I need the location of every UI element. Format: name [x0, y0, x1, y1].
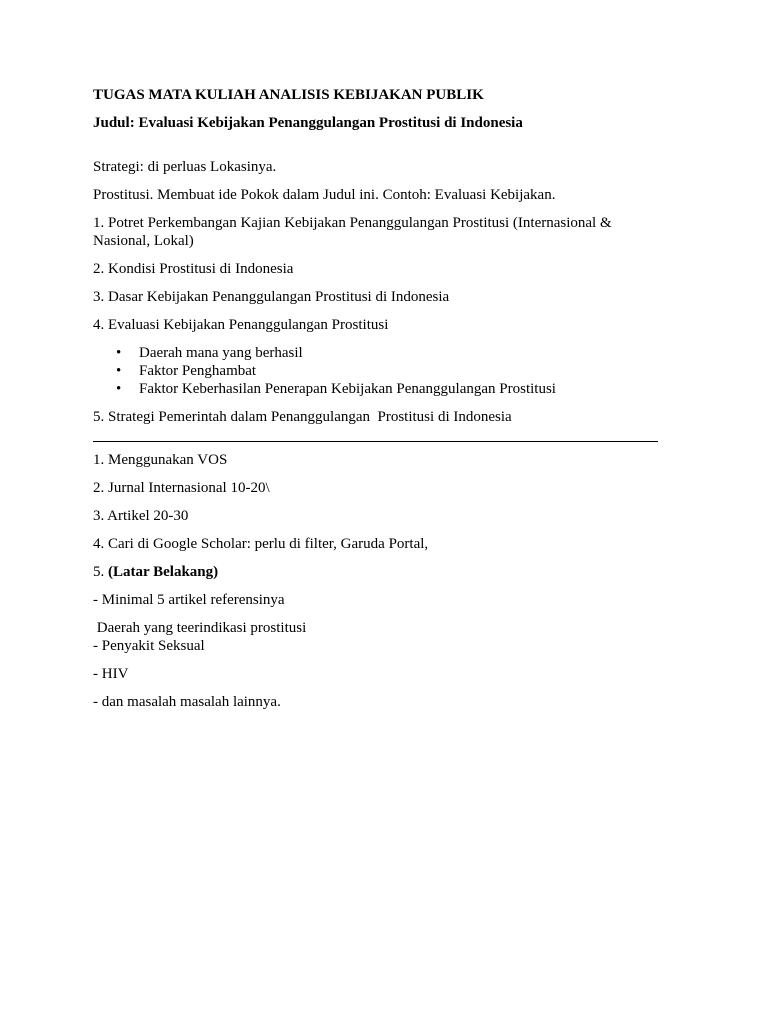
bullet-icon: • [116, 363, 122, 379]
daerah-line: Daerah yang teerindikasi prostitusi [93, 620, 307, 636]
document-title: TUGAS MATA KULIAH ANALISIS KEBIJAKAN PUBLIK [93, 87, 484, 103]
bullet-icon: • [116, 381, 122, 397]
outline-item-1: 1. Potret Perkembangan Kajian Kebijakan Penanggulangan Prostitusi (Internasional & Nasional, Lokal) [93, 215, 616, 249]
bullet-text: Faktor Keberhasilan Penerapan Kebijakan Penanggulangan Prostitusi [139, 381, 556, 397]
note-item-1: 1. Menggunakan VOS [93, 452, 228, 468]
bullet-item [93, 362, 668, 380]
outline-item-5: 5. Strategi Pemerintah dalam Penanggulangan Prostitusi di Indonesia [93, 409, 512, 425]
masalah-line: - dan masalah masalah lainnya. [93, 694, 281, 710]
bullet-item [93, 380, 668, 398]
bullet-item [93, 344, 668, 362]
latar-belakang-label: (Latar Belakang) [108, 564, 219, 580]
note-item-5 [93, 563, 668, 581]
minimal-artikel-line: - Minimal 5 artikel referensinya [93, 592, 285, 608]
penyakit-line: - Penyakit Seksual [93, 638, 205, 654]
note-item-2: 2. Jurnal Internasional 10-20\ [93, 480, 270, 496]
document-judul: Judul: Evaluasi Kebijakan Penanggulangan Prostitusi di Indonesia [93, 115, 523, 131]
note-item-3: 3. Artikel 20-30 [93, 508, 189, 524]
bullet-text: Daerah mana yang berhasil [139, 345, 303, 361]
horizontal-divider [93, 441, 658, 442]
outline-item-2: 2. Kondisi Prostitusi di Indonesia [93, 261, 294, 277]
hiv-line: - HIV [93, 666, 129, 682]
strategi-line: Strategi: di perluas Lokasinya. [93, 159, 277, 175]
note-item-4: 4. Cari di Google Scholar: perlu di filter, Garuda Portal, [93, 536, 429, 552]
bullet-text: Faktor Penghambat [139, 363, 257, 379]
note-item-5-prefix: 5. [93, 564, 108, 580]
bullet-icon: • [116, 345, 122, 361]
evaluation-bullet-list [93, 344, 668, 398]
document-page [93, 86, 668, 711]
outline-item-3: 3. Dasar Kebijakan Penanggulangan Prostitusi di Indonesia [93, 289, 450, 305]
prostitusi-note: Prostitusi. Membuat ide Pokok dalam Judul ini. Contoh: Evaluasi Kebijakan. [93, 187, 556, 203]
outline-item-4: 4. Evaluasi Kebijakan Penanggulangan Prostitusi [93, 317, 389, 333]
